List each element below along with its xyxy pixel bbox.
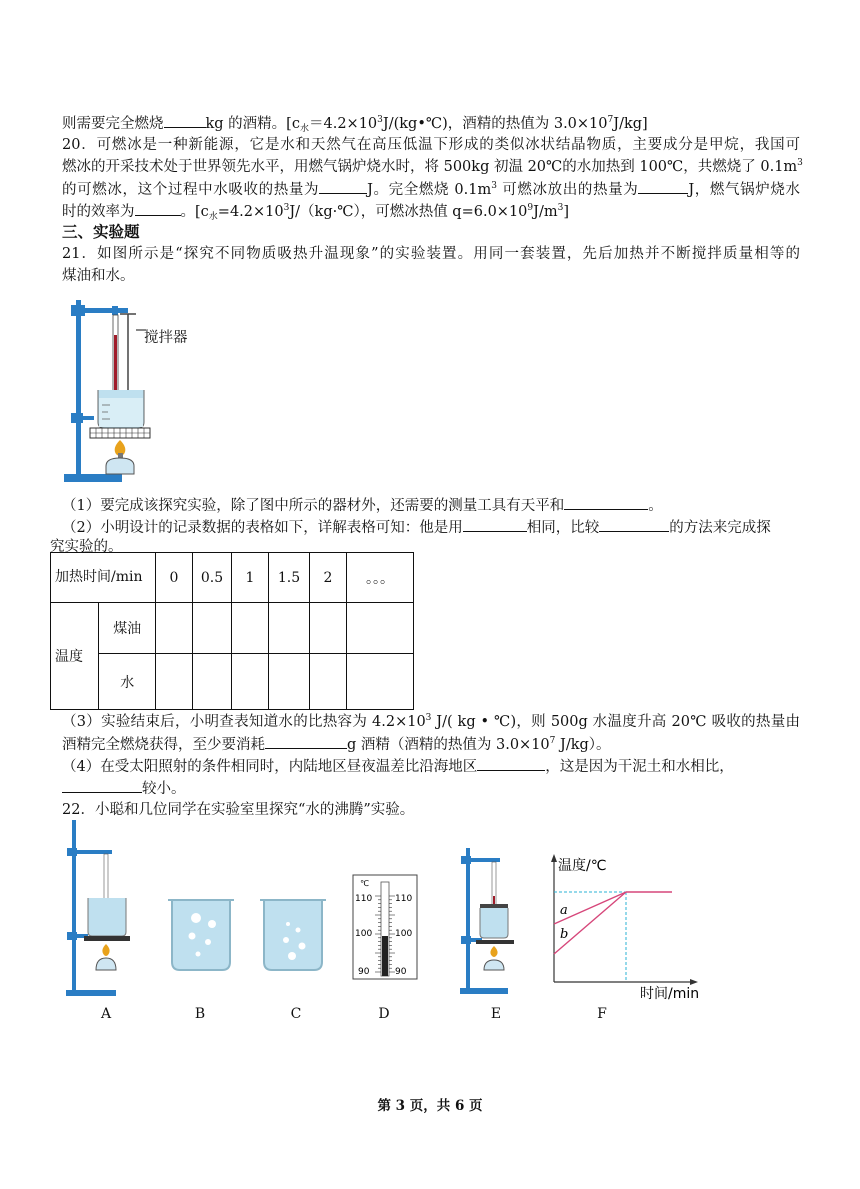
curve-b <box>554 892 626 954</box>
heating-apparatus-figure <box>62 290 272 490</box>
table-header-time: 加热时间/min <box>51 553 156 603</box>
time-cell: 1 <box>232 553 269 603</box>
caption-e: E <box>490 1006 502 1022</box>
stand-base <box>64 474 122 482</box>
table-cell[interactable] <box>156 654 193 710</box>
record-table <box>50 552 414 710</box>
q20-line-1: 20．可燃冰是一种新能源，它是水和天然气在高压低温下形成的类似冰状结晶物质，主要成分是甲烷，我国可 <box>62 137 800 153</box>
tick-label-100-right: 100 <box>395 929 413 939</box>
substance-kerosene: 煤油 <box>99 603 156 654</box>
graph-xlabel: 时间/min <box>640 986 700 1002</box>
temp-label: 温度 <box>51 603 99 710</box>
tick-label-100-left: 100 <box>355 929 373 939</box>
table-cell[interactable] <box>310 654 347 710</box>
time-cell: 2 <box>310 553 347 603</box>
stand-rod <box>76 300 81 476</box>
thermometer-column <box>382 936 388 976</box>
table-cell[interactable] <box>232 603 269 654</box>
thermo-unit: ℃ <box>360 879 369 888</box>
caption-c: C <box>290 1006 302 1022</box>
q21-line-1: 21．如图所示是“探究不同物质吸热升温现象”的实验装置。用同一套装置，先后加热并不断搅拌质量相等的 <box>62 246 800 262</box>
answer-blank[interactable] <box>477 756 545 771</box>
answer-blank[interactable] <box>564 495 648 510</box>
table-cell[interactable] <box>193 603 232 654</box>
time-cell: 1.5 <box>269 553 310 603</box>
q22-line: 22．小聪和几位同学在实验室里探究“水的沸腾”实验。 <box>62 802 415 818</box>
tick-label-110-right: 110 <box>395 894 413 904</box>
alcohol-lamp <box>106 458 134 474</box>
caption-b: B <box>194 1006 206 1022</box>
section-heading: 三、实验题 <box>62 222 140 241</box>
curve-a-label: a <box>560 903 568 918</box>
figure-b-beaker <box>166 898 236 972</box>
tick-label-90-right: 90 <box>395 967 407 977</box>
table-cell[interactable] <box>269 603 310 654</box>
graph-ylabel: 温度/℃ <box>558 858 607 874</box>
table-cell[interactable] <box>347 654 414 710</box>
q21-sub4-line1: （4）在受太阳照射的条件相同时，内陆地区昼夜温差比沿海地区 ，这是因为干泥土和水相比， <box>62 756 800 777</box>
answer-blank[interactable] <box>62 778 142 793</box>
answer-blank[interactable] <box>164 113 206 128</box>
figure-d-thermometer <box>352 874 418 980</box>
caption-f: F <box>597 1006 607 1022</box>
substance-water: 水 <box>99 654 156 710</box>
q20-line-4: 时的效率为 。[$c_水=4.2\times 10^3J/(kg\cdot℃)$，可燃冰热值 $q=6.0\times 10^9J/m^3$] <box>62 203 569 222</box>
answer-blank[interactable] <box>265 734 347 749</box>
answer-blank[interactable] <box>638 179 688 194</box>
tick-label-90-left: 90 <box>358 967 370 977</box>
figure-a-setup <box>60 818 140 998</box>
tick-label-110-left: 110 <box>355 894 373 904</box>
curve-b-label: b <box>560 927 569 942</box>
table-cell[interactable] <box>269 654 310 710</box>
time-cell: 。。。 <box>347 553 414 603</box>
q20-line-2: 燃冰的开采技术处于世界领先水平，用燃气锅炉烧水时，将 500kg 初温 20℃的水加热到 100℃，共燃烧了 $0.1m^3$ <box>62 158 803 175</box>
q20-line-3: 的可燃冰，这个过程中水吸收的热量为 J。完全燃烧 $0.1m^3$ 可燃冰放出的热量为 J，燃气锅炉烧水 <box>62 181 801 198</box>
answer-blank[interactable] <box>599 517 669 532</box>
table-cell[interactable] <box>347 603 414 654</box>
caption-d: D <box>378 1006 390 1022</box>
q21-sub1: （1）要完成该探究实验，除了图中所示的器材外，还需要的测量工具有天平和 。 <box>62 495 800 516</box>
q21-sub4-line2: 较小。 <box>62 778 800 799</box>
answer-blank[interactable] <box>319 179 367 194</box>
page-footer: 第 3 页，共 6 页 <box>377 1098 483 1114</box>
q21-sub2-line2: 究实验的。 <box>50 539 123 555</box>
table-cell[interactable] <box>156 603 193 654</box>
table-cell[interactable] <box>310 603 347 654</box>
figure-f-graph <box>546 852 706 1002</box>
q21-sub3-line2: 酒精完全燃烧获得，至少要消耗 g 酒精（酒精的热值为 $3.0\times 10^7$ J/kg）。 <box>62 736 611 753</box>
time-cell: 0 <box>156 553 193 603</box>
answer-blank[interactable] <box>135 201 181 216</box>
stirrer-label: 搅拌器 <box>144 330 188 346</box>
table-cell[interactable] <box>232 654 269 710</box>
q19-tail-line: 则需要完全燃烧 kg 的酒精。[$c_水=4.2\times 10^3J/(kg•℃)$，酒精的热值为 $3.0\times 10^7J/kg$] <box>62 115 648 134</box>
time-cell: 0.5 <box>193 553 232 603</box>
table-cell[interactable] <box>193 654 232 710</box>
figure-c-beaker <box>258 898 328 972</box>
q21-line-2: 煤油和水。 <box>62 268 135 284</box>
answer-blank[interactable] <box>463 517 527 532</box>
q21-sub2-line1: （2）小明设计的记录数据的表格如下，详解表格可知：他是用 相同，比较 的方法来完成探 <box>62 517 800 538</box>
figure-e-setup <box>456 846 526 996</box>
caption-a: A <box>100 1006 112 1022</box>
q21-sub3-line1: （3）实验结束后，小明查表知道水的比热容为 $4.2\times 10^3$ J/( kg • ℃)，则 500g 水温度升高 20℃ 吸收的热量由 <box>62 713 800 730</box>
